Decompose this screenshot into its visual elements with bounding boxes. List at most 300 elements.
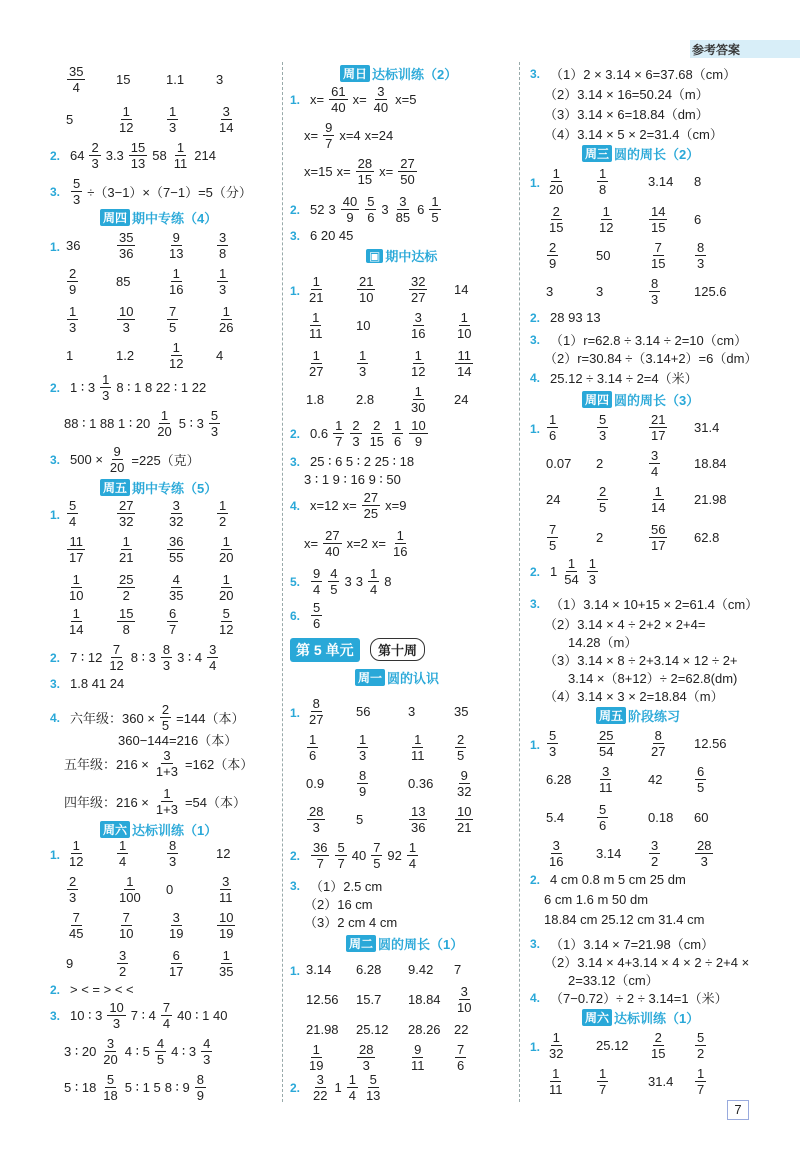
- numerator: 3: [222, 873, 230, 889]
- section-tag: 周四: [582, 391, 612, 408]
- denominator: 3: [169, 853, 177, 869]
- answer-cell: [116, 836, 129, 870]
- fraction: [649, 448, 660, 479]
- fraction: [547, 204, 565, 235]
- numerator: 5: [313, 600, 321, 615]
- answer-line: [64, 748, 253, 779]
- value: 25.12: [596, 1037, 629, 1053]
- denominator: 32: [549, 1045, 564, 1061]
- question-number: 1.: [290, 964, 301, 978]
- answer-cell: [216, 62, 223, 96]
- denominator: 4: [119, 853, 127, 869]
- answer-cell: [66, 102, 73, 136]
- numerator: 35: [119, 229, 134, 245]
- answer-cell: [694, 238, 707, 272]
- question-number: 4.: [290, 498, 301, 513]
- numerator: 15: [119, 605, 134, 621]
- denominator: 35: [169, 587, 184, 603]
- answer-cell: [66, 872, 79, 906]
- numerator: 1: [126, 873, 134, 889]
- answer-cell: [546, 274, 553, 308]
- value: 5 ∶ 1 5: [124, 1079, 161, 1095]
- answer-cell: [648, 238, 668, 272]
- numerator: 1: [122, 103, 130, 119]
- answer-cell: [116, 302, 136, 336]
- answer-cell: [694, 1064, 707, 1098]
- numerator: 7: [373, 840, 381, 855]
- answer-cell: [546, 410, 559, 444]
- section-title: 期中专练（5）: [132, 481, 218, 496]
- answer-cell: [66, 338, 73, 372]
- question-number: 3.: [530, 596, 541, 611]
- value: 0.36: [408, 775, 434, 791]
- denominator: 21: [309, 289, 324, 305]
- answer-line: [544, 104, 709, 123]
- fraction: [455, 768, 473, 799]
- denominator: 20: [219, 549, 234, 565]
- answer-cell: [216, 302, 236, 336]
- value: （1）3.14 × 7=21.98（cm）: [550, 937, 715, 952]
- numerator: 1: [396, 528, 404, 543]
- answer-cell: [454, 346, 474, 380]
- answer-cell: [546, 164, 566, 198]
- answer-cell: [356, 952, 381, 986]
- numerator: 7: [72, 909, 80, 925]
- answer-cell: [454, 952, 461, 986]
- answer-line: [530, 310, 601, 325]
- answer-cell: [648, 800, 673, 834]
- answer-cell: [166, 302, 179, 336]
- denominator: 16: [549, 853, 564, 869]
- section-heading: [582, 390, 699, 409]
- numerator: 14: [651, 203, 666, 219]
- answer-cell: [356, 982, 381, 1016]
- answer-line: [304, 528, 410, 559]
- numerator: 5: [69, 497, 77, 513]
- fraction: [547, 240, 558, 271]
- value: （2）r=30.84 ÷（3.14+2）=6（dm）: [544, 351, 758, 366]
- fraction: [167, 838, 178, 869]
- fraction: [117, 104, 135, 135]
- numerator: 3: [316, 1072, 324, 1087]
- numerator: 3: [552, 837, 560, 853]
- numerator: 5: [210, 408, 219, 423]
- answer-line: [290, 876, 382, 895]
- value: 0.6: [310, 426, 329, 441]
- question-number: 2.: [530, 872, 541, 887]
- denominator: 3: [697, 255, 705, 271]
- question-number: 1.: [290, 284, 301, 298]
- denominator: 15: [357, 172, 373, 187]
- value: （2）3.14 × 16=50.24（m）: [544, 87, 709, 102]
- fraction: [307, 274, 325, 305]
- answer-line: [290, 418, 429, 449]
- denominator: 5: [697, 779, 705, 795]
- answer-line: [304, 156, 418, 187]
- denominator: 100: [119, 889, 141, 905]
- answer-line: [50, 176, 252, 207]
- value: x=: [336, 164, 351, 179]
- fraction: [649, 838, 660, 869]
- numerator: 4: [172, 571, 180, 587]
- value: 7 ∶ 12: [70, 649, 103, 665]
- answer-cell: [694, 164, 701, 198]
- fraction: [71, 176, 82, 207]
- denominator: 9: [549, 255, 557, 271]
- denominator: 11: [219, 889, 233, 905]
- answer-cell: [408, 982, 441, 1016]
- fraction: [649, 1030, 667, 1061]
- value: 3: [328, 202, 336, 217]
- fraction: [455, 804, 473, 835]
- denominator: 13: [169, 245, 184, 261]
- denominator: 7: [325, 136, 333, 151]
- value: =144（本）: [176, 711, 245, 726]
- value: =225（克）: [131, 453, 200, 468]
- answer-cell: [66, 836, 86, 870]
- section-title: 期中达标: [385, 249, 438, 264]
- numerator: 2: [373, 418, 381, 433]
- fraction: [597, 204, 615, 235]
- value: （4）3.14 × 3 × 2=18.84（m）: [544, 689, 724, 704]
- value: 24: [454, 391, 469, 407]
- answer-cell: [694, 520, 719, 554]
- answer-cell: [216, 228, 229, 262]
- denominator: 50: [400, 172, 415, 187]
- answer-cell: [116, 496, 136, 530]
- answer-cell: [216, 946, 236, 980]
- denominator: 3: [588, 572, 596, 587]
- value: 12.56: [306, 991, 339, 1007]
- numerator: 1: [72, 837, 80, 853]
- value: 14.28（m）: [568, 635, 638, 650]
- value: 56: [356, 703, 371, 719]
- answer-cell: [66, 532, 86, 566]
- value: 3: [546, 283, 554, 299]
- fraction: [307, 348, 325, 379]
- value: 五年级：216 ×: [64, 757, 149, 772]
- denominator: 40: [331, 100, 346, 115]
- question-number: 5.: [290, 574, 301, 589]
- answer-cell: [116, 264, 130, 298]
- value: 214: [194, 148, 216, 163]
- book-icon: ▣: [366, 249, 383, 263]
- answer-cell: [306, 766, 324, 800]
- denominator: 9: [196, 1088, 204, 1103]
- numerator: 2: [69, 265, 77, 281]
- answer-line: [304, 912, 397, 931]
- numerator: 8: [359, 767, 367, 783]
- question-number: 2.: [290, 426, 301, 441]
- value: x=: [352, 92, 367, 107]
- value: > < = > < <: [70, 982, 134, 997]
- denominator: 10: [69, 587, 84, 603]
- answer-cell: [356, 382, 374, 416]
- numerator: 5: [106, 1072, 115, 1087]
- question-number: 2.: [50, 982, 61, 997]
- answer-cell: [166, 908, 186, 942]
- value: x=: [371, 536, 386, 551]
- numerator: 5: [697, 1029, 705, 1045]
- section-tag: 周一: [355, 669, 385, 686]
- value: 40 ∶ 1 40: [177, 1007, 228, 1023]
- answer-line: [544, 124, 723, 143]
- fraction: [167, 948, 185, 979]
- answer-line: [118, 730, 237, 749]
- denominator: 14: [219, 119, 234, 135]
- answer-cell: [166, 264, 186, 298]
- fraction: [172, 140, 190, 171]
- unit-badge: 第 5 单元: [290, 638, 360, 662]
- numerator: 27: [325, 528, 340, 543]
- numerator: 1: [414, 731, 422, 747]
- numerator: 2: [549, 239, 557, 255]
- fraction: [167, 534, 185, 565]
- answer-cell: [216, 264, 229, 298]
- denominator: 27: [651, 743, 666, 759]
- answer-cell: [408, 952, 433, 986]
- answer-cell: [216, 570, 236, 604]
- answer-cell: [454, 730, 467, 764]
- denominator: 6: [457, 1057, 465, 1073]
- numerator: 1: [102, 372, 110, 387]
- fraction: [455, 984, 473, 1015]
- value: 1: [334, 1080, 342, 1095]
- answer-cell: [306, 382, 324, 416]
- answer-line: [544, 84, 709, 103]
- fraction: [167, 304, 178, 335]
- answer-line: [290, 228, 353, 243]
- section-tag: 周六: [582, 1009, 612, 1026]
- denominator: 3: [91, 156, 99, 171]
- fraction: [407, 840, 418, 871]
- fraction: [409, 804, 427, 835]
- denominator: 11: [309, 325, 323, 341]
- answer-cell: [408, 382, 428, 416]
- numerator: 1: [588, 556, 596, 571]
- answer-cell: [546, 1064, 566, 1098]
- denominator: 11: [411, 1057, 425, 1073]
- answer-line: [290, 600, 323, 631]
- value: 50: [596, 247, 611, 263]
- fraction: [67, 606, 85, 637]
- answer-line: [50, 372, 206, 403]
- question-number: 1.: [530, 176, 541, 190]
- numerator: 7: [549, 521, 557, 537]
- denominator: 7: [697, 1081, 705, 1097]
- question-number: 1.: [290, 706, 301, 720]
- answer-line: [290, 454, 414, 470]
- fraction: [597, 1066, 608, 1097]
- fraction: [117, 304, 135, 335]
- denominator: 19: [309, 1057, 324, 1073]
- denominator: 5: [599, 499, 607, 515]
- fraction: [167, 104, 178, 135]
- fraction: [155, 1036, 166, 1067]
- numerator: 32: [411, 273, 426, 289]
- answer-cell: [694, 482, 727, 516]
- fraction: [371, 840, 382, 871]
- section-heading: [100, 208, 217, 227]
- denominator: 11: [549, 1081, 563, 1097]
- value: 15: [116, 71, 131, 87]
- section-title: 圆的认识: [387, 671, 440, 686]
- numerator: 10: [411, 418, 426, 433]
- answer-cell: [546, 202, 566, 236]
- numerator: 7: [457, 1041, 465, 1057]
- denominator: 36: [411, 819, 426, 835]
- answer-line: [530, 330, 747, 349]
- fraction: [217, 948, 235, 979]
- value: 42: [648, 771, 663, 787]
- fraction: [307, 696, 325, 727]
- denominator: 16: [392, 544, 408, 559]
- denominator: 4: [72, 79, 80, 95]
- answer-cell: [454, 694, 468, 728]
- answer-cell: [596, 274, 603, 308]
- value: （1）2.5 cm: [310, 879, 383, 894]
- fraction: [328, 566, 339, 597]
- denominator: 15: [369, 434, 385, 449]
- numerator: 4: [156, 1036, 165, 1051]
- fraction: [195, 1072, 206, 1103]
- answer-cell: [596, 762, 616, 796]
- answer-cell: [408, 1040, 428, 1074]
- fraction: [129, 140, 147, 171]
- numerator: 1: [309, 731, 317, 747]
- denominator: 19: [219, 925, 234, 941]
- denominator: 9: [414, 434, 423, 449]
- denominator: 14: [69, 621, 84, 637]
- fraction: [455, 1042, 466, 1073]
- value: x=15: [304, 164, 333, 179]
- denominator: 14: [651, 499, 666, 515]
- fraction: [161, 1000, 172, 1031]
- value: 8 ∶ 1 8 22 ∶ 1 22: [116, 379, 207, 395]
- value: 125.6: [694, 283, 727, 299]
- value: （1）2 × 3.14 × 6=37.68（cm）: [550, 67, 737, 82]
- denominator: 3: [169, 119, 177, 135]
- value: （1）3.14 × 10+15 × 2=61.4（cm）: [550, 597, 759, 612]
- denominator: 4: [162, 1016, 171, 1031]
- fraction: [67, 534, 85, 565]
- fraction: [311, 600, 322, 631]
- fraction: [117, 948, 128, 979]
- numerator: 15: [130, 140, 146, 155]
- answer-cell: [116, 532, 136, 566]
- question-number: 2.: [290, 1080, 301, 1095]
- section-title: 圆的周长（3）: [614, 393, 700, 408]
- answer-line: [304, 472, 401, 488]
- numerator: 1: [122, 533, 130, 549]
- value: 5 ∶ 3: [178, 415, 204, 431]
- answer-cell: [546, 800, 564, 834]
- numerator: 3: [219, 229, 227, 245]
- fraction: [161, 642, 172, 673]
- denominator: 8: [219, 245, 227, 261]
- numerator: 3: [377, 84, 385, 99]
- question-number: 1.: [290, 92, 301, 107]
- fraction: [362, 490, 380, 521]
- value: 2=33.12（cm）: [568, 973, 659, 988]
- numerator: 9: [325, 120, 333, 135]
- denominator: 21: [457, 819, 472, 835]
- answer-cell: [116, 872, 144, 906]
- section-title: 圆的周长（2）: [614, 147, 700, 162]
- answer-line: [50, 642, 219, 673]
- question-number: 1.: [530, 422, 541, 436]
- fraction: [649, 276, 660, 307]
- numerator: 4: [330, 566, 338, 581]
- answer-cell: [408, 730, 428, 764]
- denominator: 21: [119, 549, 134, 565]
- value: （3）3.14 × 8 ÷ 2+3.14 × 12 ÷ 2+: [544, 653, 738, 668]
- fraction: [307, 732, 318, 763]
- numerator: 11: [69, 533, 83, 549]
- answer-cell: [216, 496, 229, 530]
- numerator: 1: [552, 1029, 560, 1045]
- section-heading: [366, 246, 437, 265]
- fraction: [392, 418, 403, 449]
- numerator: 3: [209, 642, 217, 657]
- denominator: 27: [309, 711, 324, 727]
- answer-cell: [66, 264, 79, 298]
- answer-line: [50, 140, 216, 171]
- answer-line: [290, 566, 391, 597]
- fraction: [364, 1072, 382, 1103]
- question-number: 3.: [530, 332, 541, 347]
- answer-cell: [694, 202, 701, 236]
- section-tag: 周日: [340, 65, 370, 82]
- answer-cell: [216, 836, 230, 870]
- denominator: 5: [549, 537, 557, 553]
- fraction: [117, 572, 135, 603]
- numerator: 2: [552, 203, 560, 219]
- numerator: 6: [697, 763, 705, 779]
- numerator: 8: [651, 275, 659, 291]
- denominator: 12: [219, 621, 234, 637]
- numerator: 3: [651, 837, 659, 853]
- section-title: 期中专练（4）: [132, 211, 218, 226]
- denominator: 12: [599, 219, 614, 235]
- fraction: [67, 572, 85, 603]
- denominator: 3: [69, 889, 77, 905]
- numerator: 1: [414, 383, 422, 399]
- week-badge: 第十周: [370, 638, 425, 661]
- fraction: [89, 140, 100, 171]
- answer-cell: [596, 446, 603, 480]
- denominator: 4: [348, 1088, 356, 1103]
- fraction: [409, 274, 427, 305]
- value: 3.14: [596, 845, 622, 861]
- answer-line: [64, 1072, 207, 1103]
- numerator: 3: [172, 909, 180, 925]
- answer-line: [290, 840, 419, 871]
- denominator: 19: [169, 925, 184, 941]
- fraction: [547, 1030, 565, 1061]
- value: 3: [344, 574, 352, 589]
- answer-cell: [694, 836, 714, 870]
- answer-cell: [408, 308, 428, 342]
- denominator: 12: [119, 119, 134, 135]
- value: 88 ∶ 1 88 1 ∶ 20: [64, 415, 151, 431]
- denominator: 36: [119, 245, 134, 261]
- denominator: 11: [599, 779, 613, 795]
- numerator: 1: [697, 1065, 705, 1081]
- value: 12: [216, 845, 231, 861]
- question-number: 2.: [50, 380, 61, 395]
- answer-line: [50, 982, 134, 997]
